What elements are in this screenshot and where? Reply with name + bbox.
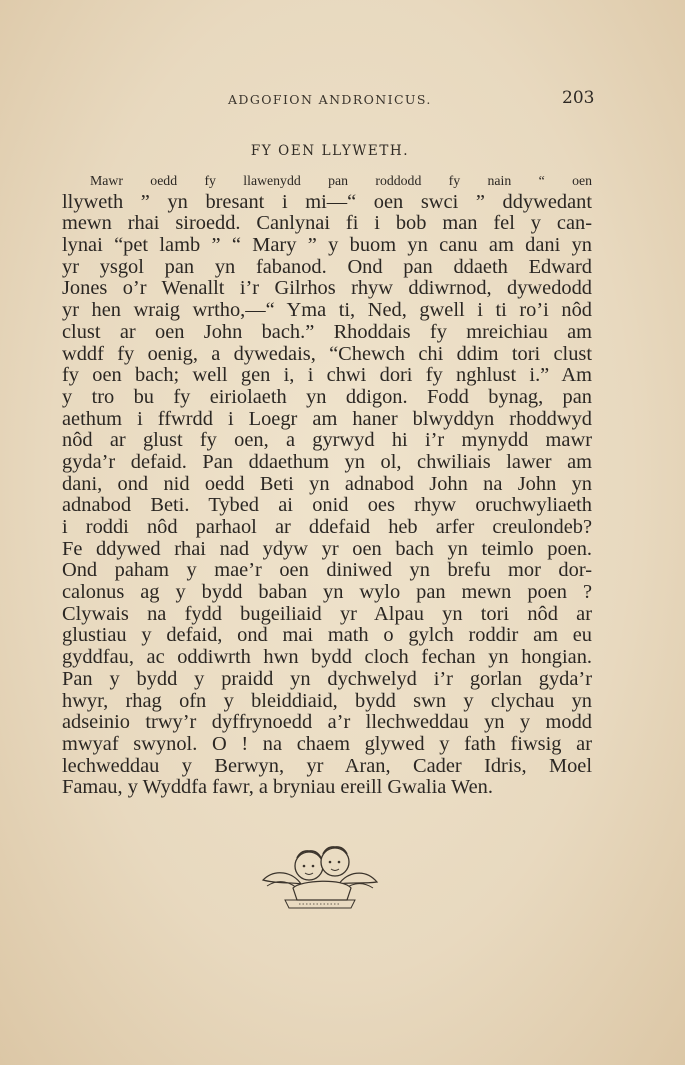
text-line: mwyaf swynol. O ! na chaem glywed y fath fiwsig ar [62, 732, 592, 755]
text-line: yr ysgol pan yn fabanod. Ond pan ddaeth Edward [62, 255, 592, 278]
body-text [62, 170, 592, 799]
text-line: gyda’r defaid. Pan ddaethum yn ol, chwiliais lawer am [62, 450, 592, 473]
text-line: Pan y bydd y praidd yn dychwelyd i’r gorlan gyda’r [62, 667, 592, 690]
page-number: 203 [562, 88, 595, 108]
running-head: ADGOFION ANDRONICUS. [228, 92, 432, 107]
text-line: aethum i ffwrdd i Loegr am haner blwyddyn rhoddwyd [62, 407, 592, 430]
cherubs-ornament-icon [255, 838, 385, 918]
text-line: dani, ond nid oedd Beti yn adnabod John na John yn [62, 472, 592, 495]
text-line: adnabod Beti. Tybed ai onid oes rhyw oruchwyliaeth [62, 494, 592, 517]
text-line: calonus ag y bydd baban yn wylo pan mewn poen ? [62, 581, 592, 604]
text-line: adseinio trwy’r dyffrynoedd a’r llechweddau yn y modd [62, 711, 592, 734]
text-line: Clywais na fydd bugeiliaid yr Alpau yn tori nôd ar [62, 602, 592, 625]
text-line: lynai “pet lamb ” “ Mary ” y buom yn canu am dani yn [62, 234, 592, 257]
text-line: llyweth ” yn bresant i mi—“ oen swci ” ddywedant [62, 190, 592, 213]
text-line: Fe ddywed rhai nad ydyw yr oen bach yn teimlo poen. [62, 537, 592, 560]
text-line: clust ar oen John bach.” Rhoddais fy mreichiau am [62, 320, 592, 343]
text-line: i roddi nôd parhaol ar ddefaid heb arfer creulondeb? [62, 516, 592, 538]
text-line: yr hen wraig wrtho,—“ Yma ti, Ned, gwell i ti ro’i nôd [62, 299, 592, 322]
text-line: wddf fy oenig, a dywedais, “Chewch chi ddim tori clust [62, 342, 592, 365]
text-line: Jones o’r Wenallt i’r Gilrhos rhyw ddiwrnod, dywedodd [62, 277, 592, 300]
text-line: hwyr, rhag ofn y bleiddiaid, bydd swn y clychau yn [62, 689, 592, 712]
text-line: glustiau y defaid, ond mai math o gylch roddir am eu [62, 624, 592, 647]
text-line: Famau, y Wyddfa fawr, a bryniau ereill Gwalia Wen. [62, 776, 493, 799]
text-line: mewn rhai siroedd. Canlynai fi i bob man fel y can- [62, 212, 592, 235]
chapter-title: FY OEN LLYWETH. [250, 143, 410, 159]
text-line: Mawr oedd fy llawenydd pan roddodd fy nain “ oen [90, 173, 592, 188]
text-line: lechweddau y Berwyn, yr Aran, Cader Idris, Moel [62, 754, 592, 777]
text-line: Ond paham y mae’r oen diniwed yn brefu mor dor- [62, 559, 592, 582]
text-line: gyddfau, ac oddiwrth hwn bydd cloch fechan yn hongian. [62, 646, 592, 669]
text-line: y tro bu fy eiriolaeth yn ddigon. Fodd bynag, pan [62, 385, 592, 408]
text-line: fy oen bach; well gen i, i chwi dori fy nghlust i.” Am [62, 364, 592, 387]
text-line: nôd ar glust fy oen, a gyrwyd hi i’r mynydd mawr [62, 429, 592, 452]
